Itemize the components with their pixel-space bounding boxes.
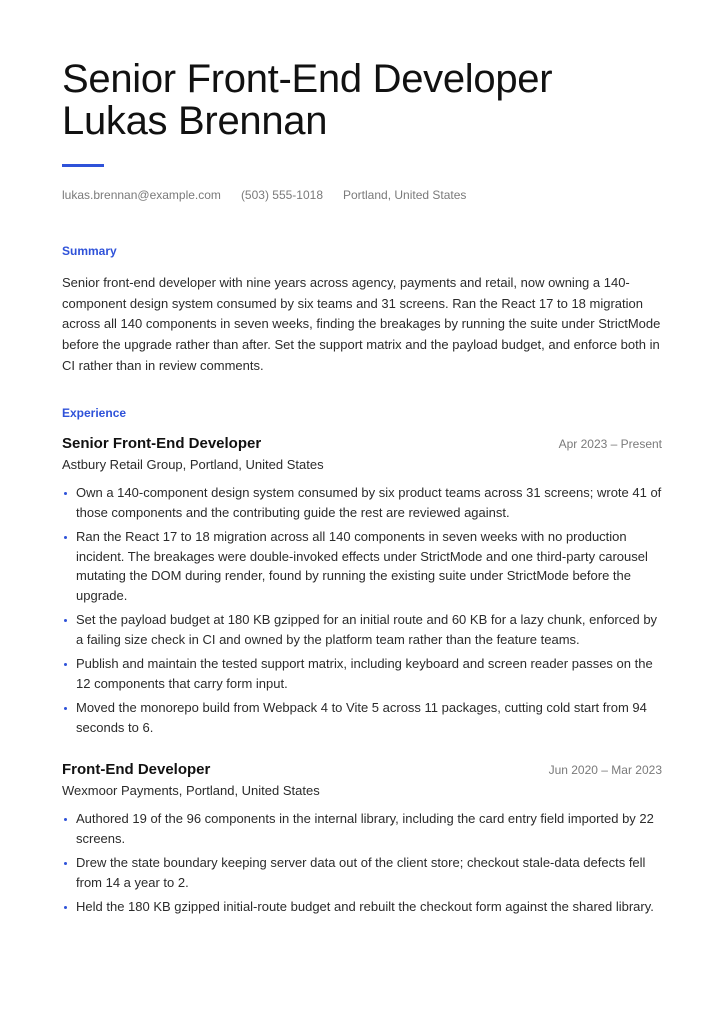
list-item: Publish and maintain the tested support matrix, including keyboard and screen reader passes on the 12 components that carry form input. bbox=[62, 654, 662, 693]
accent-divider bbox=[62, 164, 104, 167]
job-header bbox=[62, 435, 662, 452]
summary-heading: Summary bbox=[62, 244, 117, 258]
contact-line bbox=[62, 188, 466, 202]
list-item: Authored 19 of the 96 components in the internal library, including the card entry field imported by 22 screens. bbox=[62, 809, 662, 848]
job-company: Astbury Retail Group, Portland, United States bbox=[62, 457, 324, 472]
list-item: Moved the monorepo build from Webpack 4 to Vite 5 across 11 packages, cutting cold start from 94 seconds to 6. bbox=[62, 698, 662, 737]
job-title: Front-End Developer bbox=[62, 761, 211, 778]
list-item: Own a 140-component design system consumed by six product teams across 31 screens; wrote 41 of those components and the contributing guide the rest are reviewed against. bbox=[62, 483, 662, 522]
list-item: Held the 180 KB gzipped initial-route budget and rebuilt the checkout form against the shared library. bbox=[62, 897, 662, 917]
job-title: Senior Front-End Developer bbox=[62, 435, 262, 452]
job-header bbox=[62, 761, 662, 778]
resume-title bbox=[62, 58, 552, 142]
job-dates: Apr 2023 – Present bbox=[558, 437, 662, 451]
job-bullet-list bbox=[62, 809, 662, 922]
list-item: Ran the React 17 to 18 migration across all 140 components in seven weeks with no production incident. The breakages were double-invoked effects under StrictMode and one third-party carousel mutating the DOM during render, found by running the existing suite under StrictMode before the upgrade. bbox=[62, 527, 662, 605]
candidate-name: Lukas Brennan bbox=[62, 99, 328, 143]
job-dates: Jun 2020 – Mar 2023 bbox=[548, 763, 662, 777]
contact-location: Portland, United States bbox=[343, 188, 467, 202]
job-company: Wexmoor Payments, Portland, United States bbox=[62, 783, 320, 798]
job-bullet-list bbox=[62, 483, 662, 742]
list-item: Set the payload budget at 180 KB gzipped for an initial route and 60 KB for a lazy chunk, enforced by a failing size check in CI and owned by the platform team rather than the feature teams. bbox=[62, 610, 662, 649]
contact-email: lukas.brennan@example.com bbox=[62, 188, 221, 202]
list-item: Drew the state boundary keeping server data out of the client store; checkout stale-data defects fell from 14 a year to 2. bbox=[62, 853, 662, 892]
job-headline: Senior Front-End Developer bbox=[62, 57, 553, 101]
contact-phone: (503) 555-1018 bbox=[240, 188, 323, 202]
experience-heading: Experience bbox=[62, 406, 127, 420]
summary-text: Senior front-end developer with nine years across agency, payments and retail, now owning a 140-component design system consumed by six teams and 31 screens. Ran the React 17 to 18 migration across all 140 components in seven weeks, finding the breakages by running the suite under StrictMode before the upgrade rather than after. Set the support matrix and the payload budget, and enforce both in CI rather than in review comments. bbox=[62, 275, 661, 373]
